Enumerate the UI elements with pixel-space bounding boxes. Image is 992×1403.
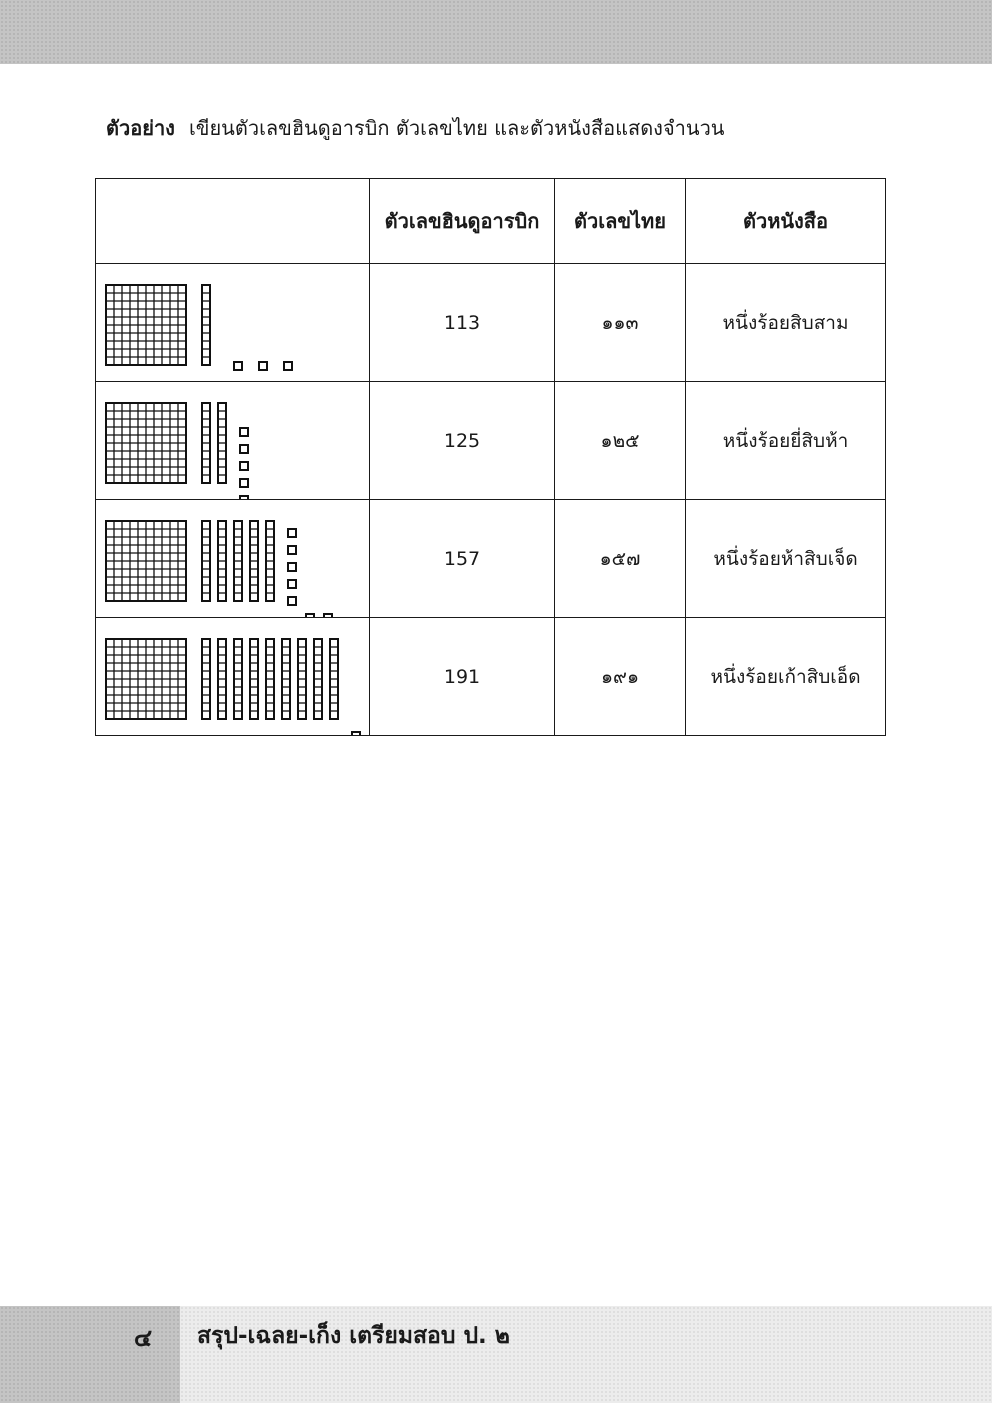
arabic-numeral: 191 [370,618,555,736]
ten-rod [202,403,210,483]
instruction-lead: ตัวอย่าง [106,116,175,140]
arabic-numeral: 157 [370,500,555,618]
header-blocks [96,179,370,264]
ten-rod [218,639,226,719]
ten-rod [314,639,322,719]
ten-rod [330,639,338,719]
header-words: ตัวหนังสือ [686,179,886,264]
blocks-drawing [96,264,370,381]
ten-rod [218,521,226,601]
one-cube [288,529,296,537]
one-cube [284,362,292,370]
table-row [96,618,886,736]
one-cube [240,445,248,453]
ten-rod [266,639,274,719]
base-ten-blocks [96,382,370,500]
table-row [96,382,886,500]
number-words: หนึ่งร้อยสิบสาม [686,264,886,382]
base-ten-blocks [96,264,370,382]
number-words: หนึ่งร้อยห้าสิบเจ็ด [686,500,886,618]
table-row [96,500,886,618]
book-title: สรุป-เฉลย-เก็ง เตรียมสอบ ป. ๒ [197,1323,510,1349]
base-ten-blocks [96,500,370,618]
one-cube [352,732,360,735]
one-cube [288,563,296,571]
ten-rod [202,285,210,365]
ten-rod [250,521,258,601]
ten-rod [266,521,274,601]
page-number: ๔ [134,1324,153,1352]
one-cube [234,362,242,370]
hundred-flat [106,521,186,601]
ten-rod [202,639,210,719]
header-band [0,0,992,64]
instruction [106,112,724,144]
base-ten-blocks [96,618,370,736]
ten-rod [298,639,306,719]
number-words: หนึ่งร้อยเก้าสิบเอ็ด [686,618,886,736]
hundred-flat [106,403,186,483]
table-row [96,264,886,382]
arabic-numeral: 113 [370,264,555,382]
number-words: หนึ่งร้อยยี่สิบห้า [686,382,886,500]
header-arabic: ตัวเลขฮินดูอารบิก [370,179,555,264]
one-cube [288,597,296,605]
ten-rod [218,403,226,483]
table-header-row [96,179,886,264]
blocks-drawing [96,382,370,499]
header-thai: ตัวเลขไทย [555,179,686,264]
footer-band-left [0,1306,180,1403]
arabic-numeral: 125 [370,382,555,500]
one-cube [288,580,296,588]
ten-rod [234,639,242,719]
hundred-flat [106,639,186,719]
hundred-flat [106,285,186,365]
ten-rod [282,639,290,719]
thai-numeral: ๑๕๗ [555,500,686,618]
ten-rod [202,521,210,601]
ten-rod [250,639,258,719]
thai-numeral: ๑๙๑ [555,618,686,736]
blocks-drawing [96,618,370,735]
example-table [95,178,886,736]
one-cube [240,479,248,487]
ten-rod [234,521,242,601]
thai-numeral: ๑๑๓ [555,264,686,382]
one-cube [240,462,248,470]
one-cube [288,546,296,554]
one-cube [240,428,248,436]
blocks-drawing [96,500,370,617]
thai-numeral: ๑๒๕ [555,382,686,500]
one-cube [259,362,267,370]
instruction-text: เขียนตัวเลขฮินดูอารบิก ตัวเลขไทย และตัวหนังสือแสดงจำนวน [188,116,725,140]
